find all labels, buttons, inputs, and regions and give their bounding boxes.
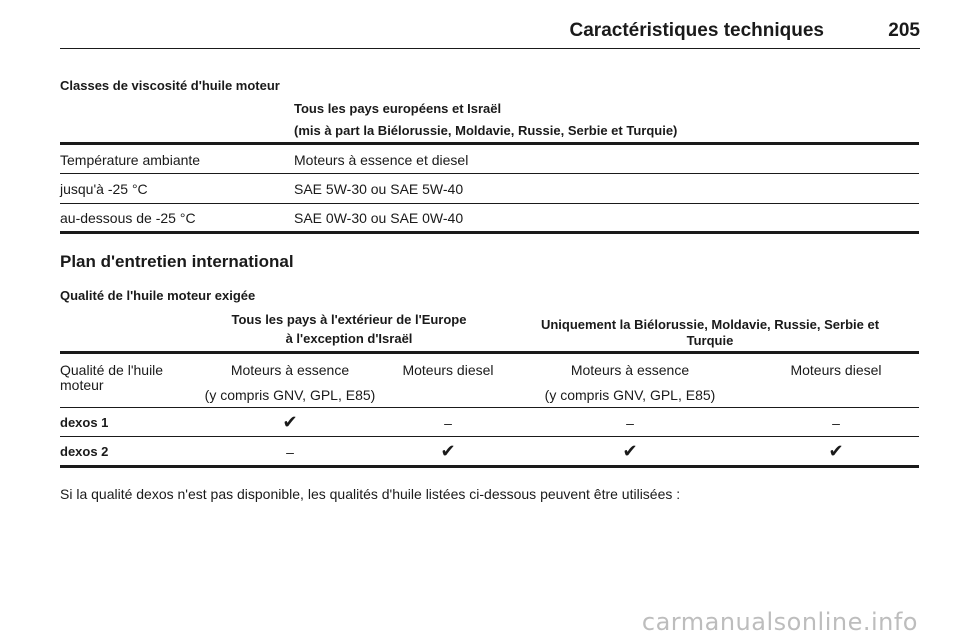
col-quality-line2: moteur	[60, 377, 104, 393]
table-rule	[60, 142, 919, 145]
row-dexos2-label: dexos 2	[60, 444, 109, 459]
viscosity-region-line1: Tous les pays européens et Israël	[294, 101, 502, 116]
viscosity-col-header-engine: Moteurs à essence et diesel	[294, 152, 469, 168]
row-dexos2-petrol1: –	[286, 444, 294, 460]
page-number: 205	[888, 20, 920, 41]
table-rule	[60, 173, 919, 174]
maintenance-heading: Plan d'entretien international	[60, 252, 294, 271]
row-dexos1-label: dexos 1	[60, 415, 109, 430]
viscosity-row2-temp: au-dessous de -25 °C	[60, 210, 196, 226]
group2-line2: Turquie	[686, 333, 734, 348]
col-petrol-1-line2: (y compris GNV, GPL, E85)	[204, 387, 376, 403]
row-dexos1-diesel2: –	[832, 415, 840, 431]
viscosity-col-header-temp: Température ambiante	[60, 152, 201, 168]
maintenance-subheading: Qualité de l'huile moteur exigée	[60, 288, 256, 303]
table-rule	[60, 407, 919, 408]
page-header	[60, 18, 920, 49]
viscosity-region-line2: (mis à part la Biélorussie, Moldavie, Russie, Serbie et Turquie)	[294, 123, 678, 138]
col-diesel-2: Moteurs diesel	[790, 362, 882, 378]
col-diesel-1: Moteurs diesel	[402, 362, 494, 378]
maintenance-note: Si la qualité dexos n'est pas disponible, les qualités d'huile listées ci-dessous peuvent être utilisées :	[60, 486, 681, 502]
page-title: Caractéristiques techniques	[569, 20, 824, 41]
viscosity-section-title: Classes de viscosité d'huile moteur	[60, 78, 280, 93]
group2-line1: Uniquement la Biélorussie, Moldavie, Russie, Serbie et	[540, 317, 880, 332]
row-dexos2-petrol2-check-icon: ✔	[622, 441, 638, 461]
table-rule	[60, 465, 919, 468]
viscosity-row1-sae: SAE 5W-30 ou SAE 5W-40	[294, 181, 464, 197]
row-dexos1-diesel1: –	[444, 415, 452, 431]
row-dexos2-diesel2-check-icon: ✔	[828, 441, 844, 461]
table-rule	[60, 351, 919, 354]
table-rule	[60, 436, 919, 437]
viscosity-row2-sae: SAE 0W-30 ou SAE 0W-40	[294, 210, 464, 226]
watermark: carmanualsonline.info	[641, 608, 918, 636]
viscosity-row1-temp: jusqu'à -25 °C	[60, 181, 148, 197]
col-quality-line1: Qualité de l'huile	[60, 362, 164, 378]
row-dexos1-petrol2: –	[626, 415, 634, 431]
group1-line1: Tous les pays à l'extérieur de l'Europe	[231, 312, 467, 327]
col-petrol-2-line2: (y compris GNV, GPL, E85)	[544, 387, 716, 403]
table-rule	[60, 231, 919, 234]
row-dexos1-petrol1-check-icon: ✔	[282, 412, 298, 432]
col-petrol-1-line1: Moteurs à essence	[230, 362, 350, 378]
group1-line2: à l'exception d'Israël	[285, 331, 413, 346]
table-rule	[60, 203, 919, 204]
row-dexos2-diesel1-check-icon: ✔	[440, 441, 456, 461]
col-petrol-2-line1: Moteurs à essence	[570, 362, 690, 378]
